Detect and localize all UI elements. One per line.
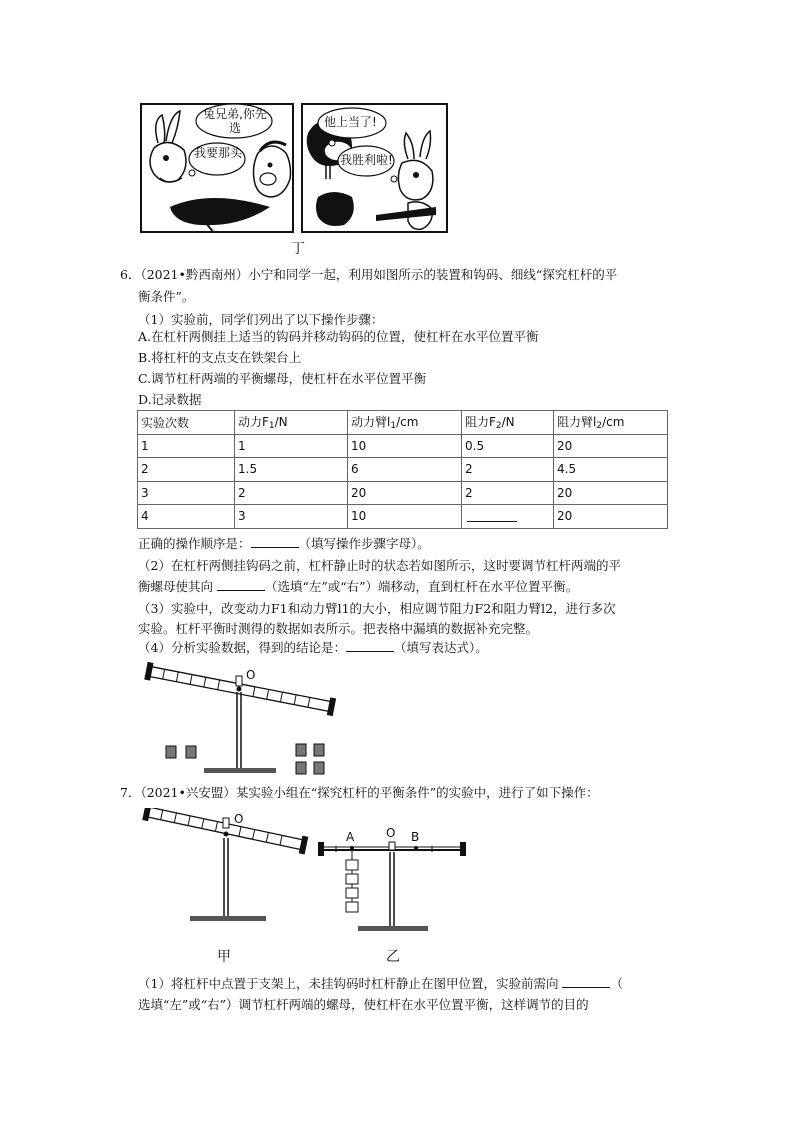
header-l2: 阻力臂$l_2/cm$	[554, 411, 668, 435]
q6-part3-line2: 实验。杠杆平衡时测得的数据如表所示。把表格中漏填的数据补充完整。	[138, 621, 539, 636]
cell: 1.5	[235, 458, 348, 482]
cell: 20	[554, 481, 668, 505]
bubble-text-choose: 兔兄弟,你先选	[203, 107, 267, 135]
cell: 6	[348, 458, 462, 482]
answer-blank[interactable]	[251, 534, 299, 548]
table-row	[138, 505, 668, 529]
q6-part1: （1）实验前，同学们列出了以下操作步骤：	[138, 312, 384, 327]
cell: 2	[138, 458, 235, 482]
answer-blank[interactable]	[562, 974, 610, 988]
cell: 2	[235, 481, 348, 505]
q6-part4-line: （4）分析实验数据，得到的结论是： （填写表达式）。	[138, 640, 488, 655]
point-label-a: A	[346, 830, 355, 844]
header-trial: 实验次数	[138, 411, 235, 435]
q6-lever-figure	[140, 660, 340, 778]
cell: 1	[235, 434, 348, 458]
q6-part3-line1: （3）实验中，改变动力F1和动力臂l1的大小，相应调节阻力F2和阻力臂l2，进行多次	[138, 601, 616, 616]
answer-blank[interactable]	[346, 638, 394, 652]
cell: 10	[348, 505, 462, 529]
bubble-text-fooled: 他上当了!	[324, 115, 377, 129]
q7-figure-yi	[312, 826, 472, 936]
q7-intro: 7．（2021•兴安盟）某实验小组在“探究杠杆的平衡条件”的实验中，进行了如下操作：	[120, 785, 599, 800]
q6-step-b: B.将杠杆的支点支在铁架台上	[138, 350, 302, 365]
figure-caption-jia: 甲	[217, 949, 231, 965]
point-label-b: B	[411, 830, 420, 844]
cell: 10	[348, 434, 462, 458]
lever-diagram	[140, 660, 340, 778]
cell: 20	[348, 481, 462, 505]
cell: 1	[138, 434, 235, 458]
pivot-label-o: O	[246, 668, 256, 682]
figure-caption-ding: 丁	[291, 241, 305, 257]
q6-step-d: D.记录数据	[138, 392, 202, 407]
cartoon-illustration	[140, 103, 448, 233]
header-f1: 动力$F_1/N$	[235, 411, 348, 435]
cell: 20	[554, 505, 668, 529]
data-table	[137, 410, 668, 529]
table-row	[138, 434, 668, 458]
header-l1: 动力臂$l_1/cm$	[348, 411, 462, 435]
lever-balanced-diagram	[312, 826, 472, 936]
q7-part1-line2: 选填“左”或“右”）调节杠杆两端的螺母，使杠杆在水平位置平衡，这样调节的目的	[138, 997, 589, 1012]
q6-part2-line2: 衡螺母使其向 （选填“左”或“右”）端移动，直到杠杆在水平位置平衡。	[138, 579, 579, 594]
table-row	[138, 481, 668, 505]
cell: 2	[462, 481, 554, 505]
answer-blank[interactable]	[467, 508, 517, 522]
q6-intro-line2: 衡条件”。	[138, 289, 195, 304]
cell: 4.5	[554, 458, 668, 482]
cell: 4	[138, 505, 235, 529]
pivot-label-o: O	[234, 812, 244, 826]
q6-part2-line1: （2）在杠杆两侧挂钩码之前，杠杆静止时的状态若如图所示，这时要调节杠杆两端的平	[138, 558, 621, 573]
q7-part1-line1: （1）将杠杆中点置于支架上，未挂钩码时杠杆静止在图甲位置，实验前需向 （	[138, 976, 623, 991]
cell: 2	[462, 458, 554, 482]
q7-figure-jia	[140, 808, 310, 926]
cell: 20	[554, 434, 668, 458]
lever-tilted-diagram	[140, 808, 310, 926]
q6-intro-line1: 6．（2021•黔西南州）小宁和同学一起，利用如图所示的装置和钩码、细线“探究杠杆的平	[120, 267, 618, 282]
answer-blank[interactable]	[217, 577, 265, 591]
blank-cell[interactable]	[462, 505, 554, 529]
table-row	[138, 458, 668, 482]
cell: 0.5	[462, 434, 554, 458]
bubble-text-win: 我胜利啦!	[340, 153, 393, 167]
q6-step-a: A.在杠杆两侧挂上适当的钩码并移动钩码的位置，使杠杆在水平位置平衡	[138, 329, 539, 344]
cell: 3	[235, 505, 348, 529]
q6-step-c: C.调节杠杆两端的平衡螺母，使杠杆在水平位置平衡	[138, 371, 427, 386]
table-header-row	[138, 411, 668, 435]
cell: 3	[138, 481, 235, 505]
pivot-label-o: O	[386, 826, 396, 840]
bubble-text-want: 我要那头	[193, 146, 242, 160]
header-f2: 阻力$F_2/N$	[462, 411, 554, 435]
cartoon-figure	[140, 103, 448, 233]
q6-order-line: 正确的操作顺序是： （填写操作步骤字母）。	[138, 536, 430, 551]
figure-caption-yi: 乙	[386, 949, 400, 965]
